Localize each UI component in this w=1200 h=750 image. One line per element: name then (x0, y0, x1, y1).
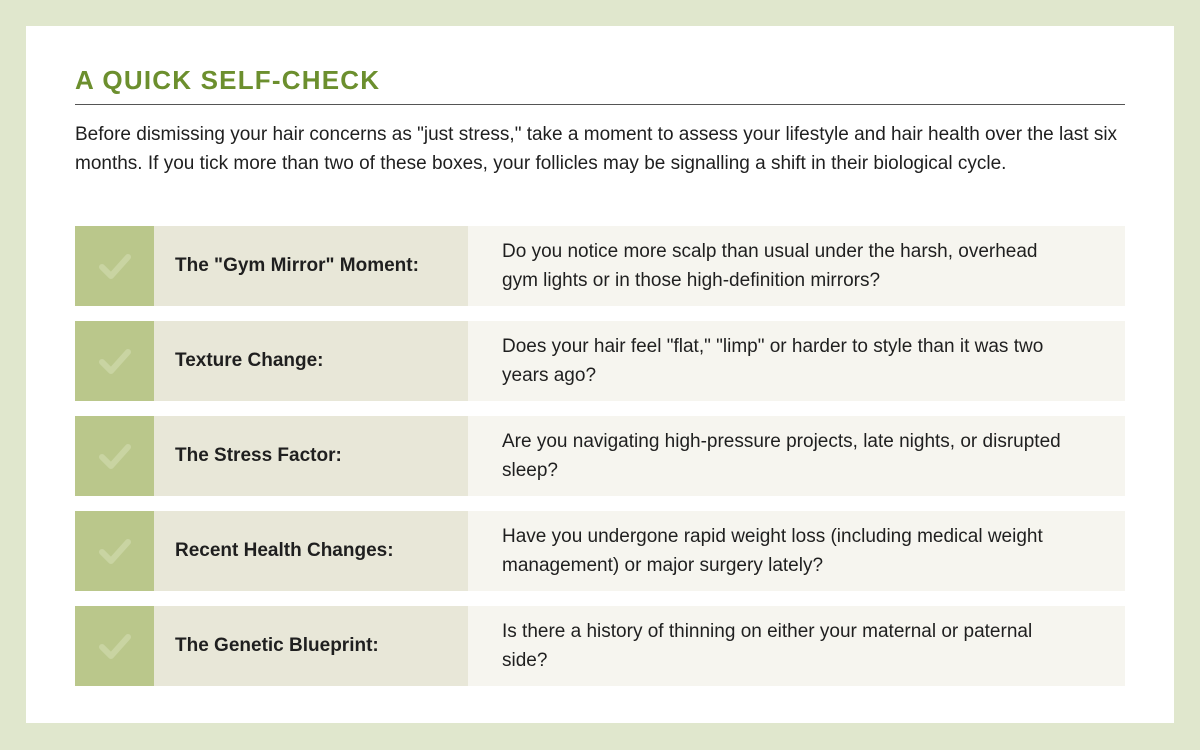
item-label: The "Gym Mirror" Moment: (175, 255, 419, 276)
item-description: Does your hair feel "flat," "limp" or harder to style than it was two years ago? (502, 336, 1044, 386)
checklist (75, 226, 1125, 701)
item-label: The Genetic Blueprint: (175, 635, 379, 656)
checkbox[interactable] (75, 606, 154, 686)
item-label-cell (154, 226, 468, 306)
item-label-cell (154, 606, 468, 686)
item-description: Are you navigating high-pressure projects, late nights, or disrupted sleep? (502, 431, 1061, 481)
item-description-cell (468, 606, 1125, 686)
item-description: Do you notice more scalp than usual under the harsh, overhead gym lights or in those high-definition mirrors? (502, 241, 1038, 291)
checklist-item (75, 606, 1125, 686)
checkbox[interactable] (75, 416, 154, 496)
item-label-cell (154, 511, 468, 591)
item-description-cell (468, 511, 1125, 591)
item-label-cell (154, 416, 468, 496)
checklist-item (75, 511, 1125, 591)
checklist-item (75, 226, 1125, 306)
checkmark-icon (93, 529, 137, 573)
checkmark-icon (93, 434, 137, 478)
item-description: Is there a history of thinning on either your maternal or paternal side? (502, 621, 1033, 671)
section-title: A QUICK SELF-CHECK (75, 65, 381, 95)
item-description-cell (468, 416, 1125, 496)
checkmark-icon (93, 339, 137, 383)
checkmark-icon (93, 244, 137, 288)
checkbox[interactable] (75, 226, 154, 306)
checkbox[interactable] (75, 321, 154, 401)
item-label: Recent Health Changes: (175, 540, 394, 561)
intro-paragraph: Before dismissing your hair concerns as "just stress," take a moment to assess your lifestyle and hair health over the last six months. If you tick more than two of these boxes, your follicles may be signalling a shift in their biological cycle. (75, 124, 1118, 174)
checklist-item (75, 416, 1125, 496)
item-label: The Stress Factor: (175, 445, 342, 466)
checkbox[interactable] (75, 511, 154, 591)
item-description-cell (468, 321, 1125, 401)
item-label-cell (154, 321, 468, 401)
checklist-item (75, 321, 1125, 401)
item-label: Texture Change: (175, 350, 324, 371)
item-description: Have you undergone rapid weight loss (including medical weight management) or major surgery lately? (502, 526, 1043, 576)
item-description-cell (468, 226, 1125, 306)
self-check-card (26, 26, 1174, 723)
title-divider (75, 104, 1125, 105)
checkmark-icon (93, 624, 137, 668)
